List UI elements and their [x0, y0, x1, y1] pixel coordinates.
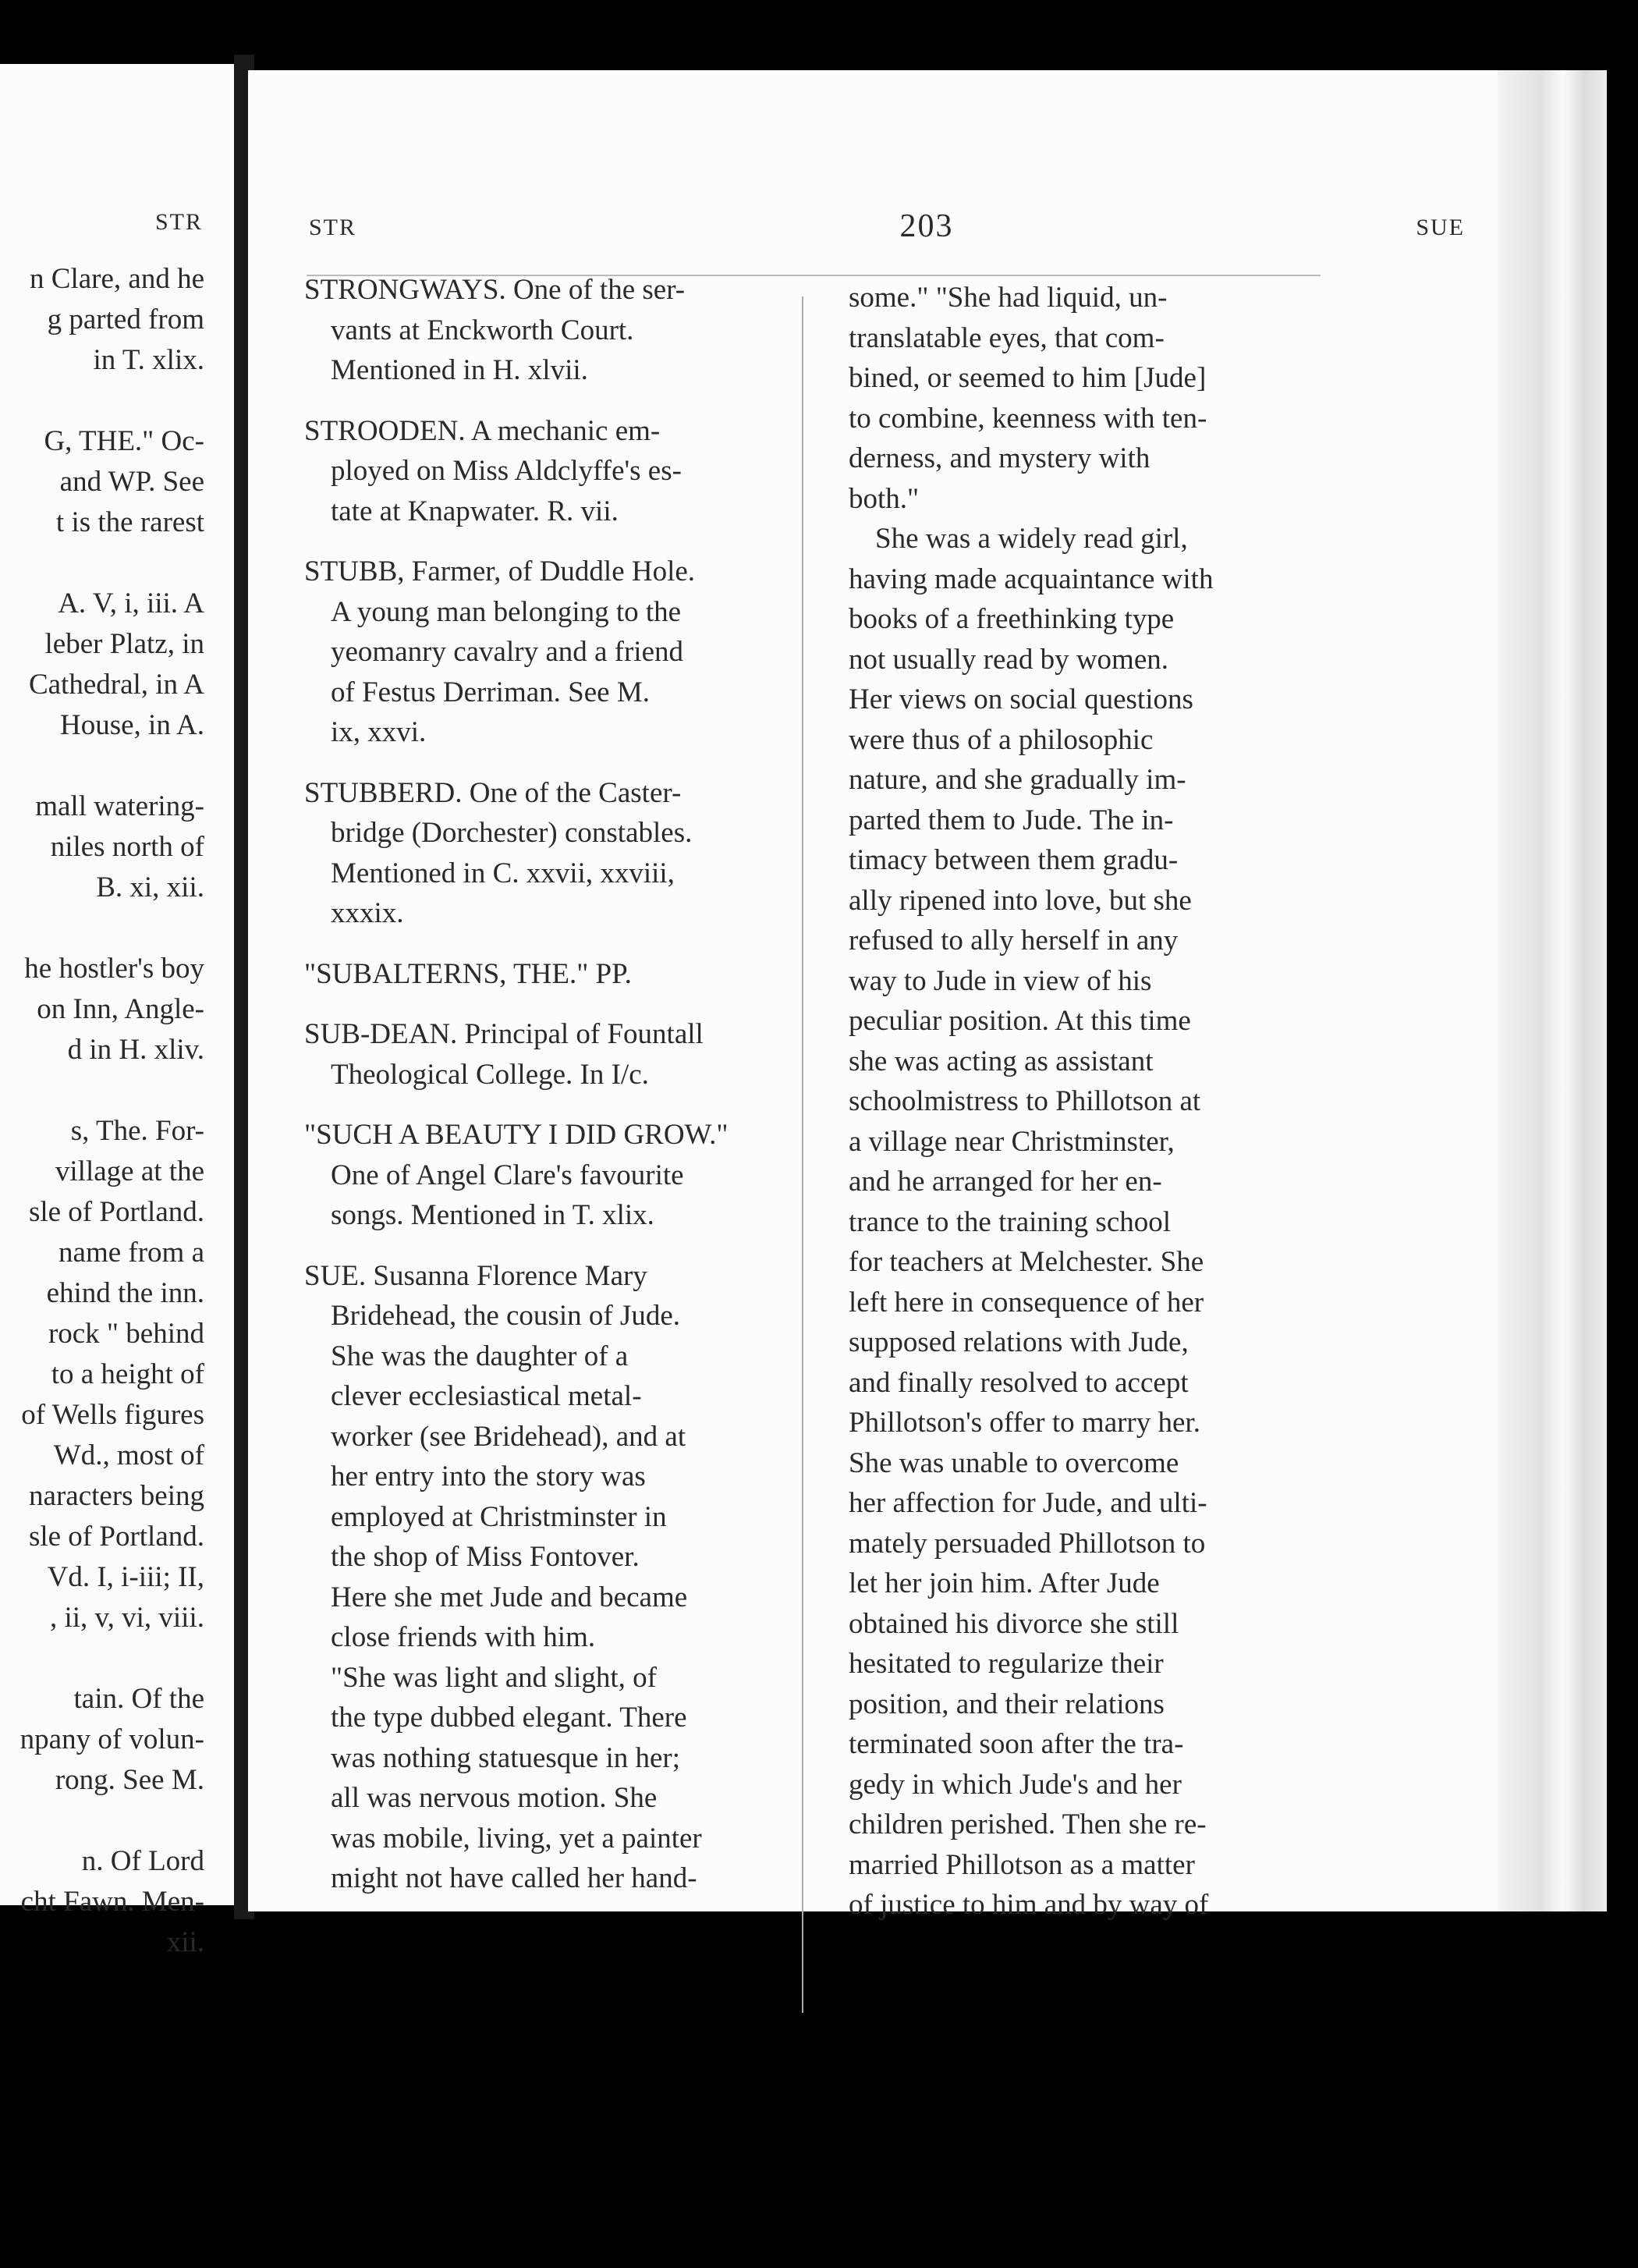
column-left: [304, 270, 788, 1919]
left-page-line: on Inn, Angle-: [37, 993, 204, 1025]
left-page-line: he hostler's boy: [24, 953, 204, 985]
entry-line: "SUCH A BEAUTY I DID GROW.": [304, 1119, 729, 1151]
entry-line: Mentioned in H. xlvii.: [331, 354, 588, 386]
page-number: 203: [899, 208, 954, 244]
line-gap: [0, 908, 204, 949]
entry-line: She was a widely read girl,: [875, 523, 1188, 555]
entry-line: STUBB, Farmer, of Duddle Hole.: [304, 555, 696, 587]
column-divider: [802, 296, 803, 2013]
entry-line: yeomanry cavalry and a friend: [331, 636, 684, 668]
left-page-line: mall watering-: [35, 790, 204, 822]
page-edges: [1498, 70, 1607, 1911]
entry-line: Bridehead, the cousin of Jude.: [331, 1300, 680, 1332]
left-page-line: B. xi, xii.: [96, 871, 204, 903]
dictionary-entry: [304, 411, 788, 532]
dictionary-entry: [304, 1256, 788, 1658]
entry-line: SUB-DEAN. Principal of Fountall: [304, 1018, 704, 1050]
entry-line: ployed on Miss Aldclyffe's es-: [331, 455, 682, 487]
entry-line: She was the daughter of a: [331, 1340, 629, 1372]
left-page-line: s, The. For-: [70, 1115, 204, 1147]
entry-line: trance to the training school: [849, 1205, 1172, 1238]
dictionary-entry: [304, 773, 788, 934]
left-page-line: A. V, i, iii. A: [58, 587, 204, 619]
dictionary-entry: [849, 519, 1324, 1925]
dictionary-entry: [849, 278, 1324, 519]
dictionary-entry: [304, 552, 788, 753]
left-page-line: sle of Portland.: [28, 1521, 204, 1553]
entry-line: "She was light and slight, of: [331, 1661, 657, 1694]
entry-line: the shop of Miss Fontover.: [331, 1541, 640, 1573]
entry-line: for teachers at Melchester. She: [849, 1246, 1204, 1278]
line-gap: [0, 1070, 204, 1111]
entry-line: refused to ally herself in any: [849, 925, 1179, 957]
entry-line: children perished. Then she re-: [849, 1808, 1207, 1840]
entry-line: all was nervous motion. She: [331, 1782, 658, 1814]
entry-line: obtained his divorce she still: [849, 1607, 1179, 1640]
left-page-line: House, in A.: [60, 709, 204, 741]
entry-line: the type dubbed elegant. There: [331, 1702, 687, 1734]
line-gap: [0, 543, 204, 584]
left-page-text: [0, 259, 204, 1963]
entry-line: A young man belonging to the: [331, 595, 682, 628]
dictionary-entry: [304, 1115, 788, 1236]
line-gap: [0, 746, 204, 786]
left-page-line: niles north of: [50, 831, 204, 863]
entry-line: might not have called her hand-: [331, 1862, 697, 1894]
line-gap: [0, 1638, 204, 1679]
entry-line: parted them to Jude. The in-: [849, 804, 1174, 836]
right-page: [248, 70, 1605, 1921]
left-page-line: xii.: [166, 1926, 204, 1958]
left-page-line: naracters being: [29, 1480, 204, 1512]
left-page-line: , ii, v, vi, viii.: [49, 1602, 204, 1634]
entry-line: way to Jude in view of his: [849, 964, 1152, 997]
entry-line: and he arranged for her en-: [849, 1166, 1162, 1198]
left-page-line: rock " behind: [48, 1318, 204, 1350]
entry-line: songs. Mentioned in T. xlix.: [331, 1199, 654, 1231]
entry-line: terminated soon after the tra-: [849, 1728, 1184, 1760]
entry-line: was mobile, living, yet a painter: [331, 1822, 702, 1855]
line-gap: [0, 1801, 204, 1841]
entry-line: of Festus Derriman. See M.: [331, 676, 650, 708]
left-page-line: leber Platz, in: [44, 628, 204, 660]
entry-line: let her join him. After Jude: [849, 1567, 1160, 1599]
dictionary-entry: [304, 954, 788, 995]
left-page-line: Wd., most of: [53, 1439, 204, 1471]
entry-line: close friends with him.: [331, 1621, 596, 1653]
left-page-line: cht Fawn. Men-: [20, 1886, 204, 1918]
entry-line: and finally resolved to accept: [849, 1366, 1189, 1399]
entry-line: mately persuaded Phillotson to: [849, 1527, 1206, 1560]
left-page-running-head: STR: [154, 209, 203, 235]
left-page-line: Cathedral, in A: [28, 669, 204, 701]
entry-line: nature, and she gradually im-: [849, 764, 1186, 796]
left-page-line: name from a: [58, 1237, 204, 1269]
entry-line: One of Angel Clare's favourite: [331, 1159, 684, 1191]
entry-line: Phillotson's offer to marry her.: [849, 1407, 1200, 1439]
left-page-line: sle of Portland.: [28, 1196, 204, 1228]
entry-line: not usually read by women.: [849, 643, 1168, 676]
entry-line: STROODEN. A mechanic em-: [304, 414, 661, 447]
entry-line: SUE. Susanna Florence Mary: [304, 1259, 647, 1292]
entry-line: employed at Christminster in: [331, 1500, 667, 1533]
entry-line: married Phillotson as a matter: [849, 1848, 1195, 1881]
left-page-line: tain. Of the: [73, 1683, 204, 1715]
entry-line: schoolmistress to Phillotson at: [849, 1085, 1201, 1117]
left-page-line: village at the: [55, 1155, 204, 1187]
entry-line: supposed relations with Jude,: [849, 1326, 1189, 1358]
left-page-line: d in H. xliv.: [67, 1034, 204, 1066]
entry-line: worker (see Bridehead), and at: [331, 1420, 686, 1453]
entry-line: translatable eyes, that com-: [849, 321, 1165, 354]
entry-line: tate at Knapwater. R. vii.: [331, 495, 619, 527]
entry-line: her affection for Jude, and ulti-: [849, 1487, 1207, 1519]
left-page-line: in T. xlix.: [93, 344, 204, 376]
left-page-line: ehind the inn.: [46, 1277, 204, 1309]
entry-line: timacy between them gradu-: [849, 844, 1179, 876]
entry-line: were thus of a philosophic: [849, 723, 1154, 756]
entry-line: left here in consequence of her: [849, 1286, 1204, 1319]
entry-line: bined, or seemed to him [Jude]: [849, 362, 1207, 394]
running-head-left: STR: [309, 215, 357, 240]
left-page-line: npany of volun-: [20, 1723, 204, 1755]
entry-line: her entry into the story was: [331, 1461, 646, 1492]
entry-line: clever ecclesiastical metal-: [331, 1380, 642, 1412]
entry-line: bridge (Dorchester) constables.: [331, 817, 693, 849]
entry-line: books of a freethinking type: [849, 603, 1175, 635]
left-page-line: to a height of: [51, 1358, 204, 1390]
running-head-right: SUE: [1416, 215, 1465, 240]
left-page-line: and WP. See: [59, 466, 204, 498]
left-page-line: of Wells figures: [21, 1399, 204, 1431]
entry-line: Here she met Jude and became: [331, 1581, 688, 1613]
left-page-line: g parted from: [47, 303, 204, 335]
left-page-line: Vd. I, i-iii; II,: [47, 1561, 204, 1593]
left-page: [0, 64, 234, 1958]
entry-line: xxxix.: [331, 897, 404, 929]
entry-line: gedy in which Jude's and her: [849, 1768, 1182, 1801]
entry-line: hesitated to regularize their: [849, 1648, 1164, 1680]
entry-line: STRONGWAYS. One of the ser-: [304, 274, 686, 306]
entry-line: position, and their relations: [849, 1688, 1165, 1720]
entry-line: Theological College. In I/c.: [331, 1058, 649, 1091]
entry-line: Mentioned in C. xxvii, xxviii,: [331, 857, 675, 889]
entry-line: STUBBERD. One of the Caster-: [304, 776, 682, 809]
line-gap: [0, 381, 204, 421]
left-page-line: rong. See M.: [55, 1764, 204, 1796]
dictionary-entry: [304, 270, 788, 391]
entry-line: of justice to him and by way of: [849, 1889, 1209, 1921]
left-page-line: n Clare, and he: [30, 263, 204, 295]
left-page-line: G, THE." Oc-: [44, 425, 204, 457]
entry-line: vants at Enckworth Court.: [331, 314, 634, 346]
left-page-line: n. Of Lord: [81, 1845, 204, 1877]
entry-line: peculiar position. At this time: [849, 1005, 1191, 1037]
entry-line: both.": [849, 482, 920, 515]
entry-line: ally ripened into love, but she: [849, 884, 1192, 917]
entry-line: Her views on social questions: [849, 683, 1193, 715]
entry-line: derness, and mystery with: [849, 442, 1150, 474]
entry-line: to combine, keenness with ten-: [849, 402, 1207, 435]
entry-line: some." "She had liquid, un-: [849, 282, 1168, 314]
dictionary-entry: [304, 1014, 788, 1095]
entry-line: having made acquaintance with: [849, 563, 1214, 595]
entry-line: she was acting as assistant: [849, 1045, 1154, 1077]
dictionary-entry: [304, 1658, 788, 1899]
entry-line: She was unable to overcome: [849, 1446, 1179, 1479]
entry-line: ix, xxvi.: [331, 716, 427, 748]
entry-line: a village near Christminster,: [849, 1125, 1175, 1158]
left-page-line: t is the rarest: [55, 506, 204, 538]
entry-line: "SUBALTERNS, THE." PP.: [304, 957, 632, 990]
column-right: [849, 278, 1324, 1946]
entry-line: was nothing statuesque in her;: [331, 1741, 681, 1774]
